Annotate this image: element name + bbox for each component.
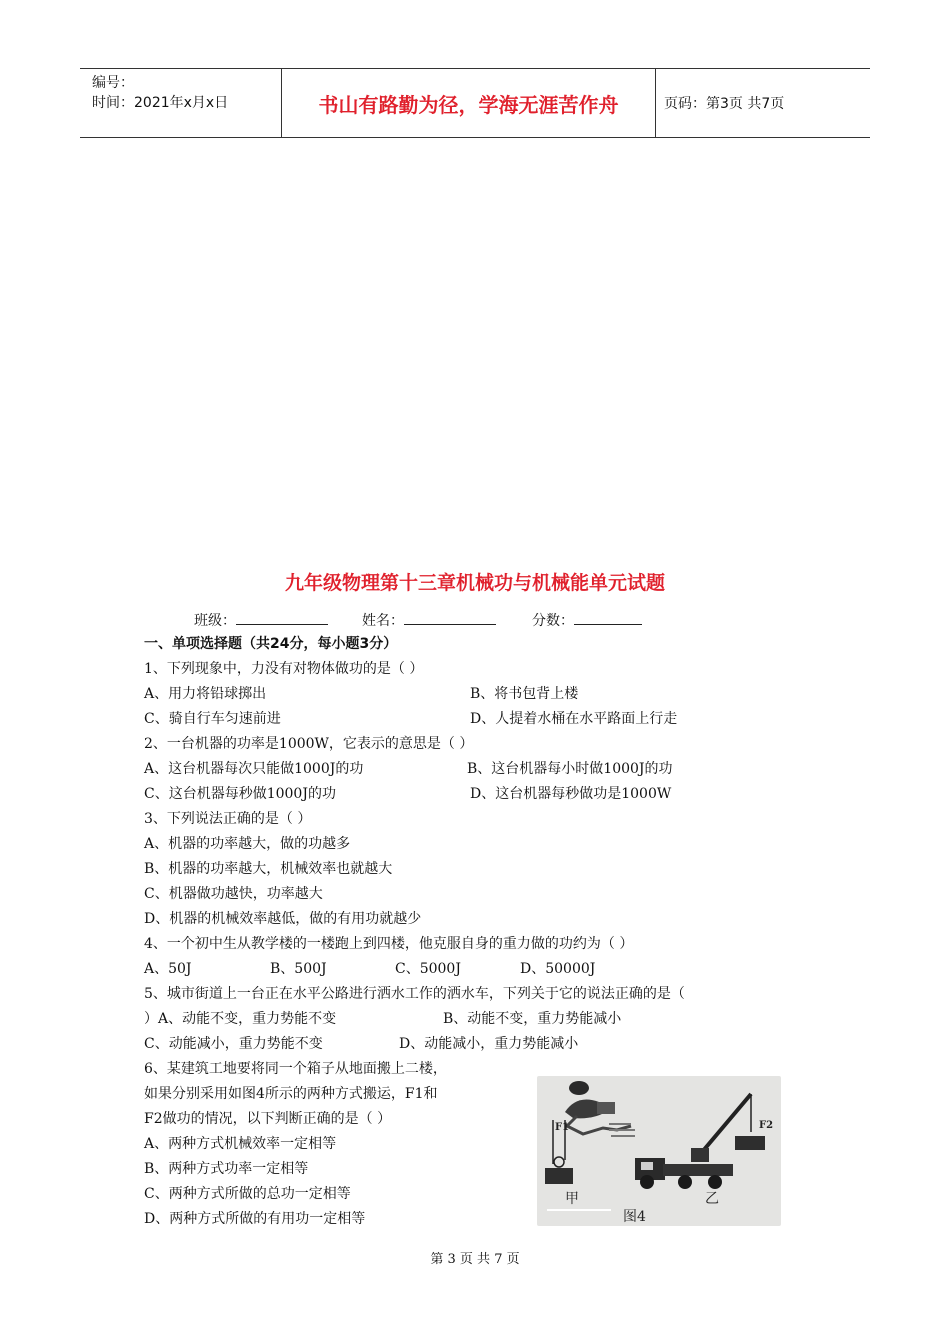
header-meta [80,69,282,137]
q3-option-b: B、机器的功率越大，机械效率也就越大 [144,861,393,877]
q2-option-d: D、这台机器每秒做功是1000W [470,786,672,802]
q4-stem: 4、一个初中生从教学楼的一楼跑上到四楼，他克服自身的重力做的功约为（ ） [144,936,634,952]
q5-option-a: ）A、动能不变，重力势能不变 [144,1011,337,1027]
figure-label-yi: 乙 [705,1191,719,1207]
q1-option-a: A、用力将铅球掷出 [144,686,267,702]
header-page-code: 页码：第3页 共7页 [664,96,785,112]
number-label: 编号： [92,75,134,91]
q3-option-c: C、机器做功越快，功率越大 [144,886,323,902]
figure-4 [537,1076,781,1226]
q6-option-b: B、两种方式功率一定相等 [144,1161,309,1177]
q5-option-c: C、动能减小，重力势能不变 [144,1036,323,1052]
q6-stem-line3: F2做功的情况，以下判断正确的是（ ） [144,1111,392,1127]
class-field [194,610,328,630]
q6-option-c: C、两种方式所做的总功一定相等 [144,1186,351,1202]
name-label: 姓名： [362,613,404,629]
q4-option-d: D、50000J [520,961,596,977]
time-label: 时间：2021年x月x日 [92,95,229,111]
section-heading: 一、单项选择题（共24分，每小题3分） [144,636,398,652]
header-motto: 书山有路勤为径，学海无涯苦作舟 [282,69,656,137]
figure-label-f2: F2 [759,1120,774,1131]
q6-option-a: A、两种方式机械效率一定相等 [144,1136,337,1152]
q6-stem: 6、某建筑工地要将同一个箱子从地面搬上二楼， [144,1061,447,1077]
q2-stem: 2、一台机器的功率是1000W，它表示的意思是（ ） [144,736,474,752]
q4-option-c: C、5000J [395,961,461,977]
q4-option-b: B、500J [270,961,327,977]
q5-option-d: D、动能减小，重力势能减小 [399,1036,579,1052]
q2-option-a: A、这台机器每次只能做1000J的功 [144,761,364,777]
class-label: 班级： [194,613,236,629]
q1-option-d: D、人提着水桶在水平路面上行走 [470,711,678,727]
q6-option-d: D、两种方式所做的有用功一定相等 [144,1211,366,1227]
q6-stem-line2: 如果分别采用如图4所示的两种方式搬运，F1和 [144,1086,438,1102]
class-blank [236,610,328,625]
document-title: 九年级物理第十三章机械功与机械能单元试题 [284,572,665,594]
q3-option-d: D、机器的机械效率越低，做的有用功就越少 [144,911,422,927]
figure-caption: 图4 [623,1209,646,1225]
score-label: 分数： [532,613,574,629]
q1-option-c: C、骑自行车匀速前进 [144,711,281,727]
q5-stem: 5、城市街道上一台正在水平公路进行洒水工作的洒水车，下列关于它的说法正确的是（ [144,986,685,1002]
q3-option-a: A、机器的功率越大，做的功越多 [144,836,351,852]
q4-option-a: A、50J [144,961,192,977]
q2-option-c: C、这台机器每秒做1000J的功 [144,786,336,802]
page-header [80,68,870,138]
figure-label-jia: 甲 [565,1191,579,1207]
score-field [532,610,642,630]
figure-label-f1: F1 [555,1122,570,1133]
score-blank [574,610,642,625]
name-blank [404,610,496,625]
q2-option-b: B、这台机器每小时做1000J的功 [467,761,673,777]
page-footer: 第 3 页 共 7 页 [430,1252,520,1267]
q3-stem: 3、下列说法正确的是（ ） [144,811,312,827]
q1-option-b: B、将书包背上楼 [470,686,579,702]
q1-stem: 1、下列现象中，力没有对物体做功的是（ ） [144,661,424,677]
q5-option-b: B、动能不变，重力势能减小 [443,1011,622,1027]
name-field [362,610,496,630]
